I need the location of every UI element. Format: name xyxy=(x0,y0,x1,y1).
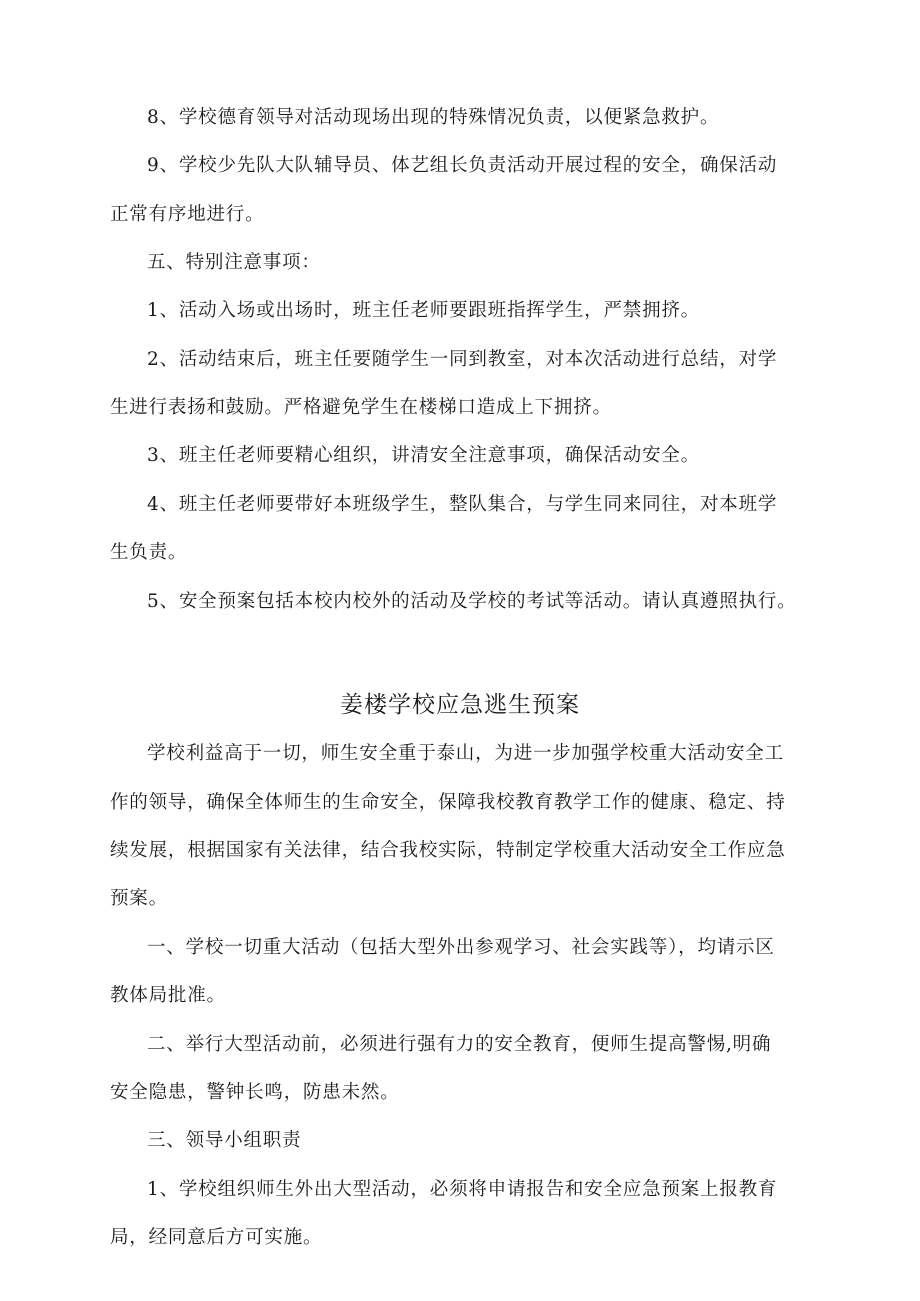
intro-line-3: 续发展，根据国家有关法律，结合我校实际，特制定学校重大活动安全工作应急 xyxy=(110,840,786,861)
point-1-line-2: 教体局批准。 xyxy=(110,985,226,1006)
item-9-line-2: 正常有序地进行。 xyxy=(110,204,265,225)
intro-line-2: 作的领导，确保全体师生的生命安全，保障我校教育教学工作的健康、稳定、持 xyxy=(110,792,786,813)
item-8: 8、学校德育领导对活动现场出现的特殊情况负责，以便紧急救护。 xyxy=(147,107,720,128)
duty-1-line-2: 局，经同意后方可实施。 xyxy=(110,1227,323,1248)
note-4-line-1: 4、班主任老师要带好本班级学生，整队集合，与学生同来同往，对本班学 xyxy=(147,494,778,515)
note-5: 5、安全预案包括本校内校外的活动及学校的考试等活动。请认真遵照执行。 xyxy=(147,591,797,612)
intro-line-4: 预案。 xyxy=(110,888,168,909)
note-4-line-2: 生负责。 xyxy=(110,542,188,563)
note-2-line-1: 2、活动结束后，班主任要随学生一同到教室，对本次活动进行总结，对学 xyxy=(147,349,778,370)
note-2-line-2: 生进行表扬和鼓励。严格避免学生在楼梯口造成上下拥挤。 xyxy=(110,397,612,418)
note-3: 3、班主任老师要精心组织，讲清安全注意事项，确保活动安全。 xyxy=(147,445,700,466)
point-3-heading: 三、领导小组职责 xyxy=(147,1130,302,1151)
note-1: 1、活动入场或出场时，班主任老师要跟班指挥学生，严禁拥挤。 xyxy=(147,300,700,321)
document-title: 姜楼学校应急逃生预案 xyxy=(340,692,580,718)
point-2-line-1: 二、举行大型活动前，必须进行强有力的安全教育，便师生提高警惕,明确 xyxy=(147,1034,772,1055)
intro-line-1: 学校利益高于一切，师生安全重于泰山，为进一步加强学校重大活动安全工 xyxy=(147,743,784,764)
item-9-line-1: 9、学校少先队大队辅导员、体艺组长负责活动开展过程的安全，确保活动 xyxy=(147,155,778,176)
point-2-line-2: 安全隐患，警钟长鸣，防患未然。 xyxy=(110,1082,400,1103)
section-5-heading: 五、特别注意事项： xyxy=(147,252,321,273)
duty-1-line-1: 1、学校组织师生外出大型活动，必须将申请报告和安全应急预案上报教育 xyxy=(147,1179,778,1200)
point-1-line-1: 一、学校一切重大活动（包括大型外出参观学习、社会实践等），均请示区 xyxy=(147,937,775,958)
